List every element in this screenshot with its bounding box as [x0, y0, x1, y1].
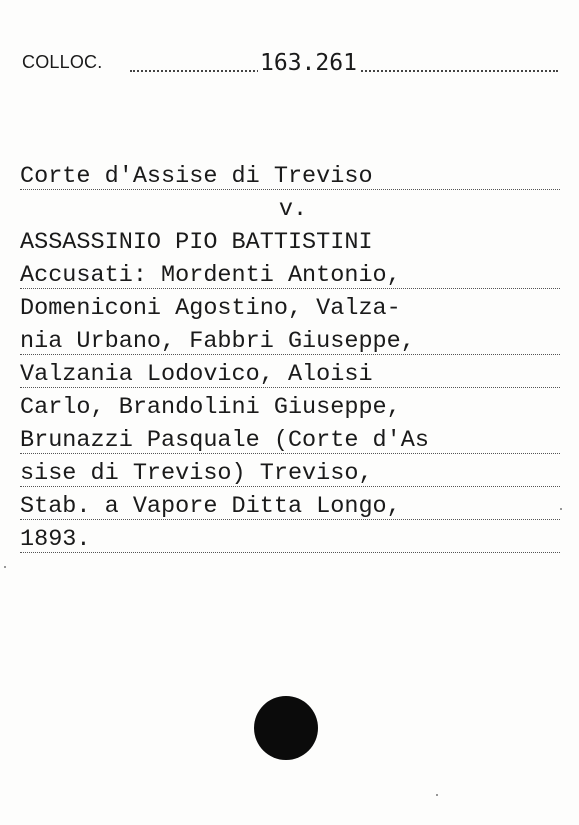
collocation-number: 163.261: [260, 50, 357, 76]
accused-line-5: Carlo, Brandolini Giuseppe,: [20, 394, 401, 421]
accused-line-1: Accusati: Mordenti Antonio,: [20, 259, 560, 292]
paper-speck: [436, 794, 438, 796]
punch-hole: [254, 696, 318, 760]
paper-speck: [4, 566, 6, 568]
collocation-row: [22, 52, 558, 80]
card-text-block: [20, 160, 560, 556]
accused-line-6: Brunazzi Pasquale (Corte d'As: [20, 424, 560, 457]
year-line: 1893.: [20, 523, 560, 556]
paper-speck: [560, 508, 562, 510]
case-title-line: ASSASSINIO PIO BATTISTINI: [20, 229, 373, 256]
accused-line-4: Valzania Lodovico, Aloisi: [20, 358, 560, 391]
accused-line-2: Domeniconi Agostino, Valza-: [20, 295, 401, 322]
court-line: Corte d'Assise di Treviso: [20, 160, 560, 193]
collocation-label: COLLOC.: [22, 52, 103, 72]
accused-line-3: nia Urbano, Fabbri Giuseppe,: [20, 325, 560, 358]
publisher-line-2: Stab. a Vapore Ditta Longo,: [20, 490, 560, 523]
publisher-line-1: sise di Treviso) Treviso,: [20, 457, 560, 490]
versus-line: v.: [278, 196, 308, 223]
